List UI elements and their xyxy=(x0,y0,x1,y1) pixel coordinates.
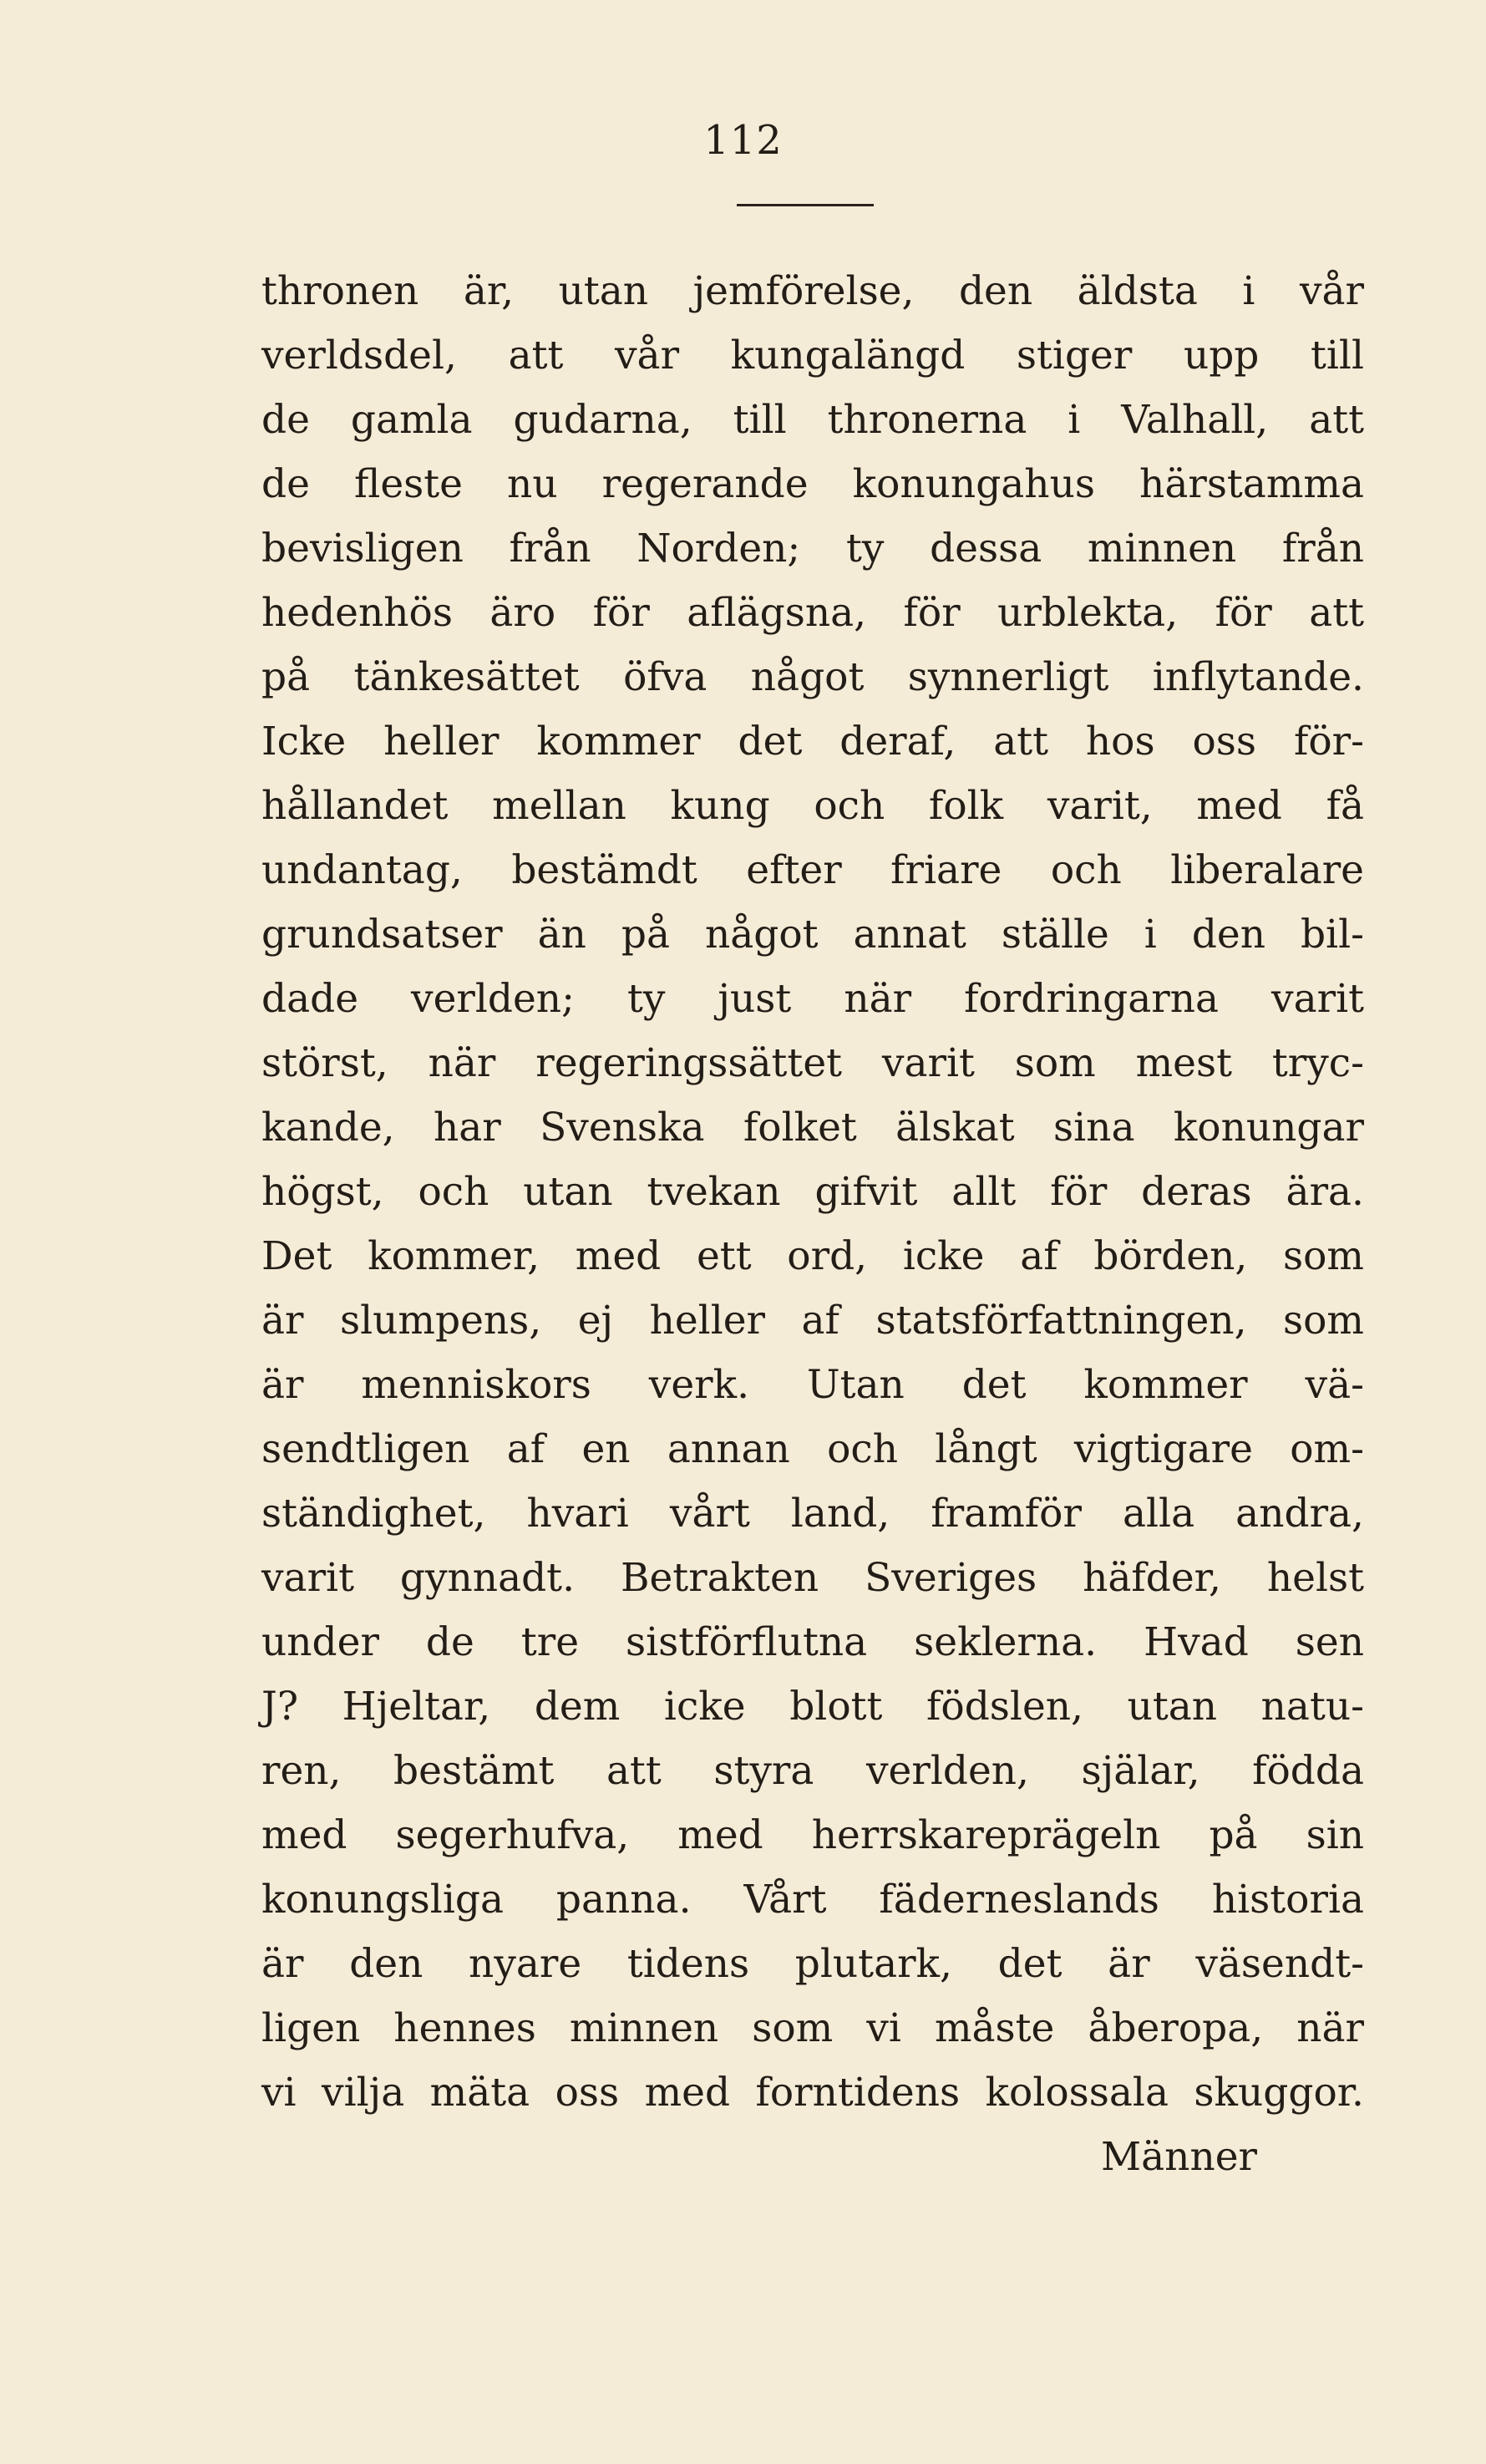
text-line: J? Hjeltar, dem icke blott födslen, utan natu- xyxy=(261,1684,1364,1730)
text-line: under de tre sistförflutna seklerna. Hvad sen xyxy=(261,1619,1364,1665)
text-line: ligen hennes minnen som vi måste åberopa, när xyxy=(261,2005,1364,2051)
text-line: kande, har Svenska folket älskat sina konungar xyxy=(261,1105,1364,1151)
text-line: hållandet mellan kung och folk varit, med få xyxy=(261,783,1364,829)
text-line: Icke heller kommer det deraf, att hos oss för- xyxy=(261,719,1364,765)
text-line: sendtligen af en annan och långt vigtigare om- xyxy=(261,1426,1364,1472)
text-line: konungsliga panna. Vårt fäderneslands historia xyxy=(261,1877,1364,1923)
text-line: vi vilja mäta oss med forntidens kolossala skuggor. xyxy=(261,2070,1364,2116)
text-line: med segerhufva, med herrskareprägeln på sin xyxy=(261,1812,1364,1858)
text-line: verldsdel, att vår kungalängd stiger upp till xyxy=(261,333,1364,378)
text-line: undantag, bestämdt efter friare och liberalare xyxy=(261,847,1364,893)
text-line: ren, bestämt att styra verlden, själar, födda xyxy=(261,1748,1364,1794)
text-line: Det kommer, med ett ord, icke af börden, som xyxy=(261,1233,1364,1279)
text-line: grundsatser än på något annat ställe i den bil- xyxy=(261,912,1364,958)
catchword: Männer xyxy=(1101,2134,1257,2180)
text-line: hedenhös äro för aflägsna, för urblekta, för att xyxy=(261,590,1364,636)
text-line: dade verlden; ty just när fordringarna varit xyxy=(261,976,1364,1022)
text-line: är menniskors verk. Utan det kommer vä- xyxy=(261,1362,1364,1408)
text-line: högst, och utan tvekan gifvit allt för deras ära. xyxy=(261,1169,1364,1215)
text-line: varit gynnadt. Betrakten Sveriges häfder, helst xyxy=(261,1555,1364,1601)
text-line: på tänkesättet öfva något synnerligt inflytande. xyxy=(261,654,1364,700)
text-line: är slumpens, ej heller af statsförfattningen, som xyxy=(261,1298,1364,1344)
page-number: 112 xyxy=(703,117,783,164)
text-line: bevisligen från Norden; ty dessa minnen från xyxy=(261,526,1364,572)
page-number-rule xyxy=(737,204,874,206)
text-line: störst, när regeringssättet varit som mest tryc- xyxy=(261,1040,1364,1086)
body-text xyxy=(261,259,1364,2189)
text-line: de fleste nu regerande konungahus härstamma xyxy=(261,461,1364,507)
text-line: de gamla gudarna, till thronerna i Valhall, att xyxy=(261,397,1364,443)
text-line: thronen är, utan jemförelse, den äldsta i vår xyxy=(261,268,1364,314)
text-line: är den nyare tidens plutark, det är väsendt- xyxy=(261,1941,1364,1987)
text-line: ständighet, hvari vårt land, framför alla andra, xyxy=(261,1491,1364,1537)
